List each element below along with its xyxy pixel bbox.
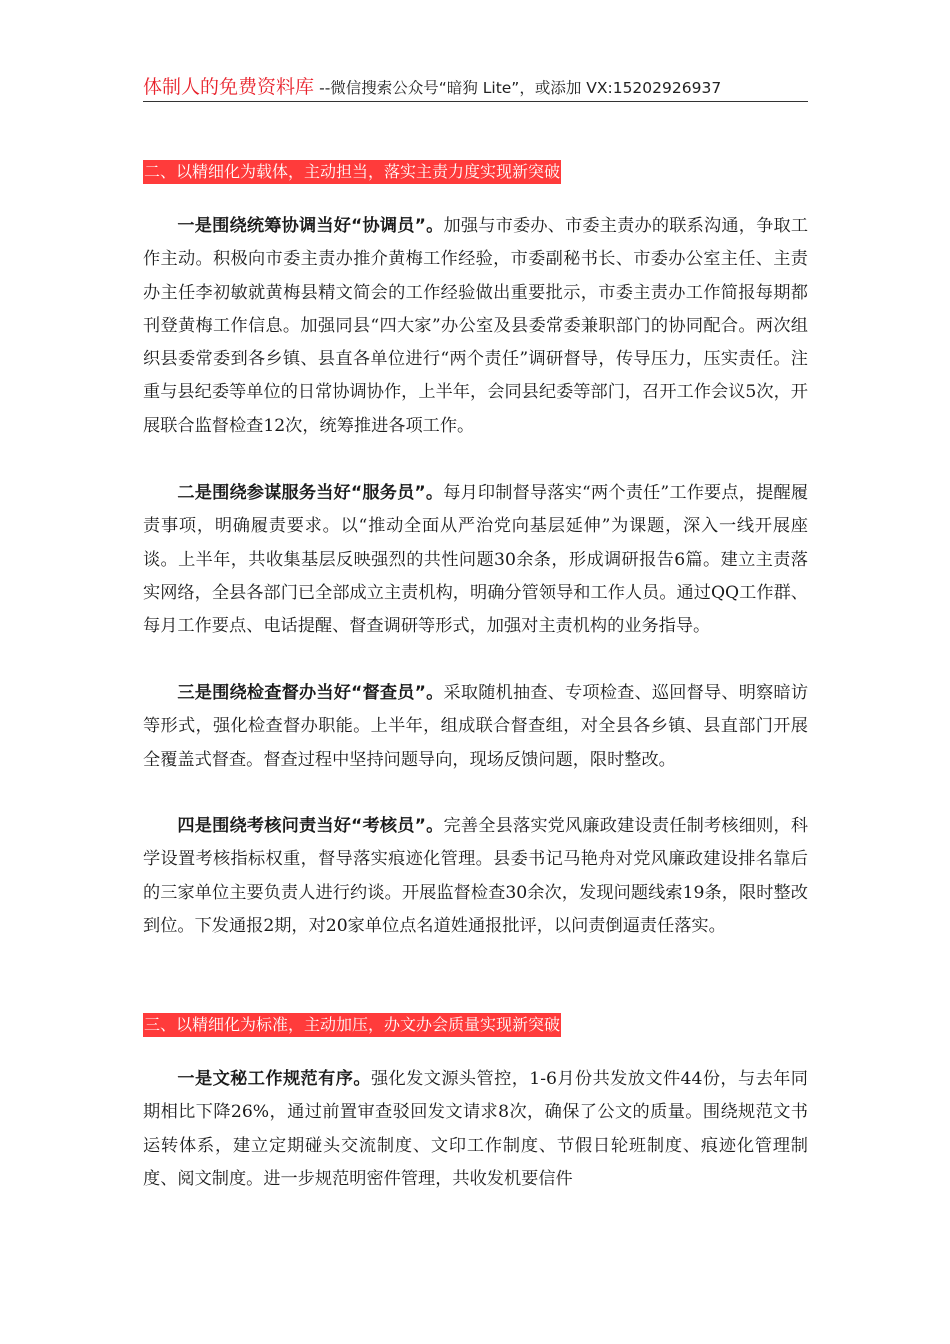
- paragraph-text: 采取随机抽查、专项检查、巡回督导、明察暗访等形式，强化检查督办职能。上半年，组成联合督查组，对全县各乡镇、县直部门开展全覆盖式督查。督查过程中坚持问题导向，现场反馈问题，限时整改。: [143, 683, 809, 770]
- paragraph-lead: 四是围绕考核问责当好“考核员”。: [177, 816, 444, 836]
- paragraph-service: [143, 477, 808, 643]
- paragraph-coordinator: [143, 210, 808, 443]
- paragraph-text: 加强与市委办、市委主责办的联系沟通，争取工作主动。积极向市委主责办推介黄梅工作经验，市委副秘书长、市委办公室主任、主责办主任李初敏就黄梅县精文简会的工作经验做出重要批示，市委主责办工作简报每期都刊登黄梅工作信息。加强同县“四大家”办公室及县委常委兼职部门的协同配合。两次组织县委常委到各乡镇、县直各单位进行“两个责任”调研督导，传导压力，压实责任。注重与县纪委等单位的日常协调协作，上半年，会同县纪委等部门，召开工作会议5次，开展联合监督检查12次，统筹推进各项工作。: [143, 216, 809, 436]
- header-divider: [143, 101, 808, 102]
- section-title-2: 二、以精细化为载体，主动担当，落实主责力度实现新突破: [143, 160, 561, 184]
- paragraph-assessment: [143, 810, 808, 943]
- paragraph-lead: 一是围绕统筹协调当好“协调员”。: [177, 216, 444, 236]
- header-contact: --微信搜索公众号“暗狗 Lite”，或添加 VX:15202926937: [319, 79, 722, 97]
- header-brand: 体制人的免费资料库: [143, 76, 315, 98]
- paragraph-text: 强化发文源头管控，1-6月份共发放文件44份，与去年同期相比下降26%，通过前置审查驳回发文请求8次，确保了公文的质量。围绕规范文书运转体系，建立定期碰头交流制度、文印工作制度、节假日轮班制度、痕迹化管理制度、阅文制度。进一步规范明密件管理，共收发机要信件: [143, 1069, 808, 1189]
- paragraph-inspection: [143, 677, 808, 777]
- paragraph-text: 每月印制督导落实“两个责任”工作要点，提醒履责事项，明确履责要求。以“推动全面从严治党向基层延伸”为课题，深入一线开展座谈。上半年，共收集基层反映强烈的共性问题30余条，形成调研报告6篇。建立主责落实网络，全县各部门已全部成立主责机构，明确分管领导和工作人员。通过QQ工作群、每月工作要点、电话提醒、督查调研等形式，加强对主责机构的业务指导。: [143, 483, 809, 637]
- paragraph-lead: 三是围绕检查督办当好“督查员”。: [177, 683, 444, 703]
- paragraph-lead: 二是围绕参谋服务当好“服务员”。: [177, 483, 444, 503]
- watermark-header: [143, 72, 811, 99]
- paragraph-text: 完善全县落实党风廉政建设责任制考核细则，科学设置考核指标权重，督导落实痕迹化管理。县委书记马艳舟对党风廉政建设排名靠后的三家单位主要负责人进行约谈。开展监督检查30余次，发现问题线索19条，限时整改到位。下发通报2期，对20家单位点名道姓通报批评，以问责倒逼责任落实。: [143, 816, 809, 936]
- paragraph-secretarial: [143, 1063, 808, 1196]
- section-title-3: 三、以精细化为标准，主动加压，办文办会质量实现新突破: [143, 1013, 561, 1037]
- paragraph-lead: 一是文秘工作规范有序。: [177, 1069, 371, 1089]
